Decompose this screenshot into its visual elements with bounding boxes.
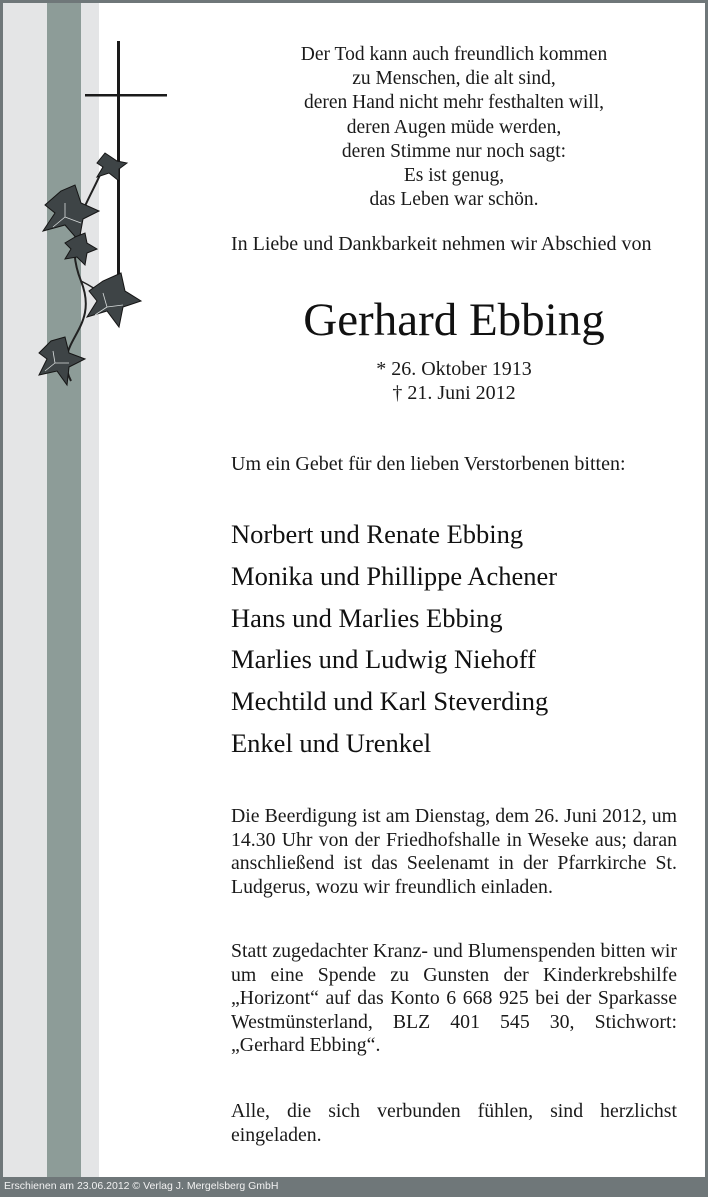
deceased-name: Gerhard Ebbing <box>303 294 605 346</box>
poem-line: zu Menschen, die alt sind, <box>352 68 556 90</box>
poem-line: Es ist genug, <box>403 165 505 187</box>
mourner-entry: Monika und Phillippe Achener <box>231 560 558 591</box>
mourner-entry: Norbert und Renate Ebbing <box>231 519 524 549</box>
mourners-list <box>231 514 677 765</box>
donation-notice: Statt zugedachter Kranz- und Blumenspenden bitten wir um eine Spende zu Gunsten der Kinderkrebshilfe „Horizont“ auf das Konto 6 668 925 bei der Sparkasse Westmünsterland, BLZ 401 545 30, Stichwort: „Gerhard Ebbing“. <box>231 940 677 1057</box>
publication-footer: Erschienen am 23.06.2012 © Verlag J. Mergelsberg GmbH <box>4 1180 279 1192</box>
birth-date: * 26. Oktober 1913 <box>376 358 532 380</box>
intro-text: In Liebe und Dankbarkeit nehmen wir Abschied von <box>231 233 652 255</box>
prayer-request: Um ein Gebet für den lieben Verstorbenen bitten: <box>231 453 626 475</box>
mourner-entry: Mechtild und Karl Steverding <box>231 686 549 717</box>
mourner-entry: Marlies und Ludwig Niehoff <box>231 644 536 675</box>
poem-line: Der Tod kann auch freundlich kommen <box>300 44 608 65</box>
death-date: † 21. Juni 2012 <box>392 382 516 404</box>
mourner-entry: Hans und Marlies Ebbing <box>231 602 503 633</box>
poem-line: deren Augen müde werden, <box>346 116 562 138</box>
life-dates <box>231 357 677 405</box>
obituary-card <box>3 3 705 1177</box>
cross-ivy-ornament <box>21 41 181 421</box>
poem <box>231 43 677 212</box>
poem-line: das Leben war schön. <box>369 189 539 211</box>
poem-line: deren Hand nicht mehr festhalten will, <box>304 92 604 114</box>
ivy-leaf-icon <box>39 153 141 385</box>
poem-line: deren Stimme nur noch sagt: <box>341 140 567 162</box>
mourner-entry: Enkel und Urenkel <box>231 727 432 758</box>
funeral-notice: Die Beerdigung ist am Dienstag, dem 26. Juni 2012, um 14.30 Uhr von der Friedhofshalle in Weseke aus; daran anschließend ist das Seelenamt in der Pfarrkirche St. Ludgerus, wozu wir freundlich einladen. <box>231 805 677 898</box>
closing-note: Alle, die sich verbunden fühlen, sind herzlichst eingeladen. <box>231 1100 677 1146</box>
